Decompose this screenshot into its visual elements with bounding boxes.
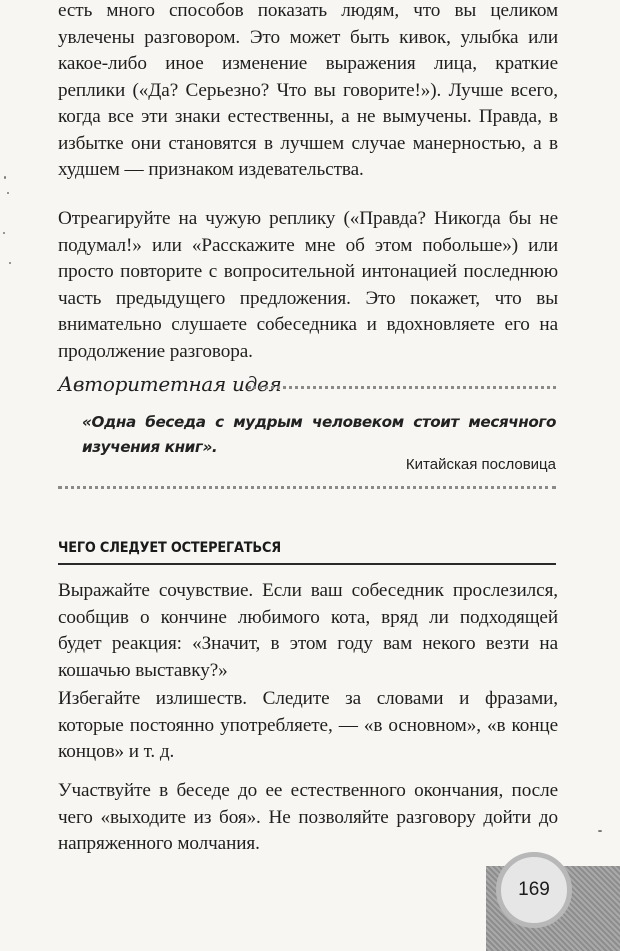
authority-idea-box <box>58 372 556 490</box>
section-heading-rule <box>58 563 556 565</box>
quote-box-title: Авторитетная идея <box>58 372 282 396</box>
scan-speck <box>9 262 11 264</box>
scan-speck <box>3 232 5 234</box>
body-paragraph-1: есть много способов показать людям, что вы целиком увлечены разговором. Это может быть кивок, улыбка или какое-либо иное изменение выражения лица, краткие реплики («Да? Серьезно? Что вы говорите!»). Лучше всего, когда все эти знаки естественны, а не вымучены. Правда, в избытке они становятся в лучшем случае манерностью, а в худшем — признаком издевательства. <box>58 0 558 180</box>
dotted-divider-bottom <box>58 486 556 489</box>
section-heading: ЧЕГО СЛЕДУЕТ ОСТЕРЕГАТЬСЯ <box>58 540 282 556</box>
page-number: 169 <box>518 879 550 900</box>
scan-speck <box>4 176 6 179</box>
section-paragraph-2: Избегайте излишеств. Следите за словами и фразами, которые постоянно употребляете, — «в основном», «в конце концов» и т. д. <box>58 688 558 762</box>
body-paragraph-2: Отреагируйте на чужую реплику («Правда? Никогда бы не подумал!» или «Расскажите мне об этом побольше») или просто повторите с вопросительной интонацией последнюю часть предыдущего предложения. Это покажет, что вы внимательно слушаете собеседника и вдохновляете его на продолжение разговора. <box>58 208 558 362</box>
quote-text: «Одна беседа с мудрым человеком стоит месячного изучения книг». <box>82 413 556 456</box>
scan-speck <box>7 192 9 194</box>
dotted-divider-top <box>248 386 556 389</box>
section-paragraph-3: Участвуйте в беседе до ее естественного окончания, после чего «выходите из боя». Не позволяйте разговору дойти до напряженного молчания. <box>58 780 558 854</box>
section-paragraph-1: Выражайте сочувствие. Если ваш собеседник прослезился, сообщив о кончине любимого кота, вряд ли подходящей будет реакция: «Значит, в этом году вам некого везти на кошачью выставку?» <box>58 580 558 681</box>
page-number-circle <box>496 852 572 928</box>
scan-speck <box>598 830 602 832</box>
quote-source: Китайская пословица <box>405 456 556 473</box>
